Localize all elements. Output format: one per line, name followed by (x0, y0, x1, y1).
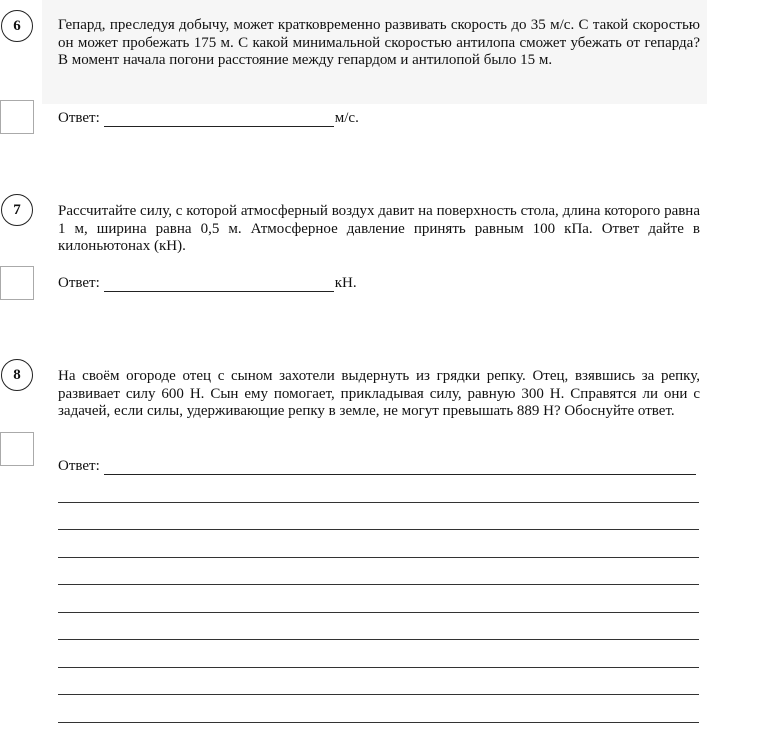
answer-label: Ответ: (58, 110, 100, 126)
answer-line[interactable] (58, 667, 699, 668)
answer-line[interactable] (58, 639, 699, 640)
answer-input-line[interactable] (104, 112, 334, 127)
answer-score-box[interactable] (0, 266, 34, 300)
task-number-badge: 8 (1, 359, 33, 391)
answer-input-line[interactable] (104, 460, 696, 475)
answer-row (58, 109, 359, 127)
answer-line[interactable] (58, 694, 699, 695)
answer-score-box[interactable] (0, 100, 34, 134)
answer-line[interactable] (58, 557, 699, 558)
answer-line[interactable] (58, 584, 699, 585)
answer-line[interactable] (58, 502, 699, 503)
task-number-badge: 7 (1, 194, 33, 226)
answer-row (58, 274, 357, 292)
task-text: Рассчитайте силу, с которой атмосферный воздух давит на поверхность стола, длина которого равна 1 м, ширина равна 0,5 м. Атмосферное давление принять равным 100 кПа. Ответ дайте в килоньютонах (кН). (58, 203, 700, 254)
answer-input-line[interactable] (104, 277, 334, 292)
answer-unit: кН. (334, 275, 357, 291)
answer-label: Ответ: (58, 458, 100, 474)
answer-row (58, 457, 697, 475)
answer-unit: м/с. (334, 110, 359, 126)
answer-line[interactable] (58, 722, 699, 723)
answer-score-box[interactable] (0, 432, 34, 466)
task-text: Гепард, преследуя добычу, может кратковременно развивать скорость до 35 м/с. С такой скоростью он может пробежать 175 м. С какой минимальной скоростью антилопа сможет убежать от гепарда? В момент начала погони расстояние между гепардом и антилопой было 15 м. (58, 17, 700, 68)
task-number-badge: 6 (1, 10, 33, 42)
answer-label: Ответ: (58, 275, 100, 291)
answer-line[interactable] (58, 529, 699, 530)
answer-line[interactable] (58, 612, 699, 613)
task-text: На своём огороде отец с сыном захотели выдернуть из грядки репку. Отец, взявшись за репку, развивает силу 600 Н. Сын ему помогает, прикладывая силу, равную 300 Н. Справятся ли они с задачей, если силы, удерживающие репку в земле, не могут превышать 889 Н? Обоснуйте ответ. (58, 368, 700, 419)
